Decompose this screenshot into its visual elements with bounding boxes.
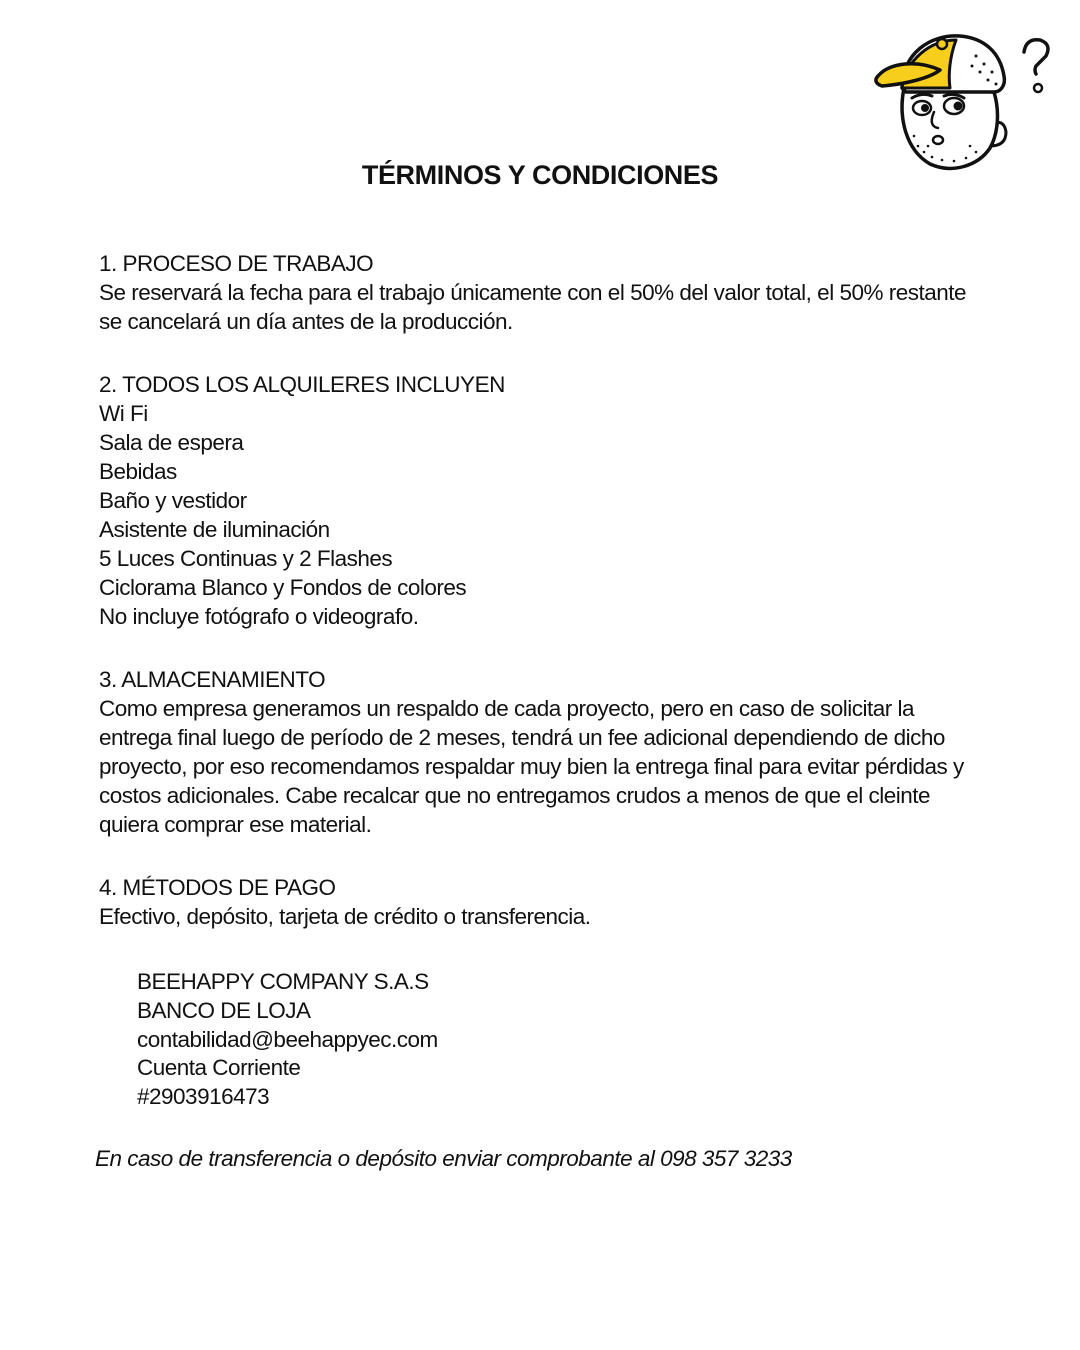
list-item: No incluye fotógrafo o videografo.: [99, 604, 419, 629]
list-item: Asistente de iluminación: [99, 517, 330, 542]
section-body: Efectivo, depósito, tarjeta de crédito o transferencia.: [99, 904, 591, 929]
section-heading: 4. MÉTODOS DE PAGO: [99, 875, 336, 900]
section-heading: 2. TODOS LOS ALQUILERES INCLUYEN: [99, 372, 505, 397]
list-item: Sala de espera: [99, 430, 244, 455]
page-title: TÉRMINOS Y CONDICIONES: [361, 160, 719, 190]
section-body: Se reservará la fecha para el trabajo únicamente con el 50% del valor total, el 50% restante se cancelará un día antes de la producción.: [99, 280, 967, 334]
section-work-process: [99, 249, 979, 336]
list-item: Ciclorama Blanco y Fondos de colores: [99, 575, 467, 600]
bank-name: BANCO DE LOJA: [137, 997, 311, 1023]
bank-email: contabilidad@beehappyec.com: [137, 1026, 438, 1052]
bank-account-type: Cuenta Corriente: [137, 1055, 301, 1081]
bank-account-number: #2903916473: [137, 1084, 270, 1110]
bank-details: [137, 968, 438, 1112]
mascot-confused-face-icon: [872, 26, 1062, 176]
bank-company: BEEHAPPY COMPANY S.A.S: [137, 969, 429, 994]
list-item: Wi Fi: [99, 401, 148, 426]
section-payment-methods: [99, 873, 979, 931]
section-rentals-include: [99, 370, 979, 631]
section-body: Como empresa generamos un respaldo de cada proyecto, pero en caso de solicitar la entrega final luego de período de 2 meses, tendrá un fee adicional dependiendo de dicho proyecto, por eso recomendamos respaldar muy bien la entrega final para evitar pérdidas y costos adicionales. Cabe recalcar que no entregamos crudos a menos de que el cleinte quiera comprar ese material.: [99, 696, 964, 837]
list-item: 5 Luces Continuas y 2 Flashes: [99, 546, 393, 571]
list-item: Bebidas: [99, 459, 177, 484]
terms-content: [99, 249, 979, 965]
section-heading: 3. ALMACENAMIENTO: [99, 667, 326, 692]
included-items-list: [99, 399, 979, 631]
list-item: Baño y vestidor: [99, 488, 247, 513]
section-heading: 1. PROCESO DE TRABAJO: [99, 251, 374, 276]
section-storage: [99, 665, 979, 839]
transfer-note: En caso de transferencia o depósito enviar comprobante al 098 357 3233: [95, 1146, 792, 1171]
